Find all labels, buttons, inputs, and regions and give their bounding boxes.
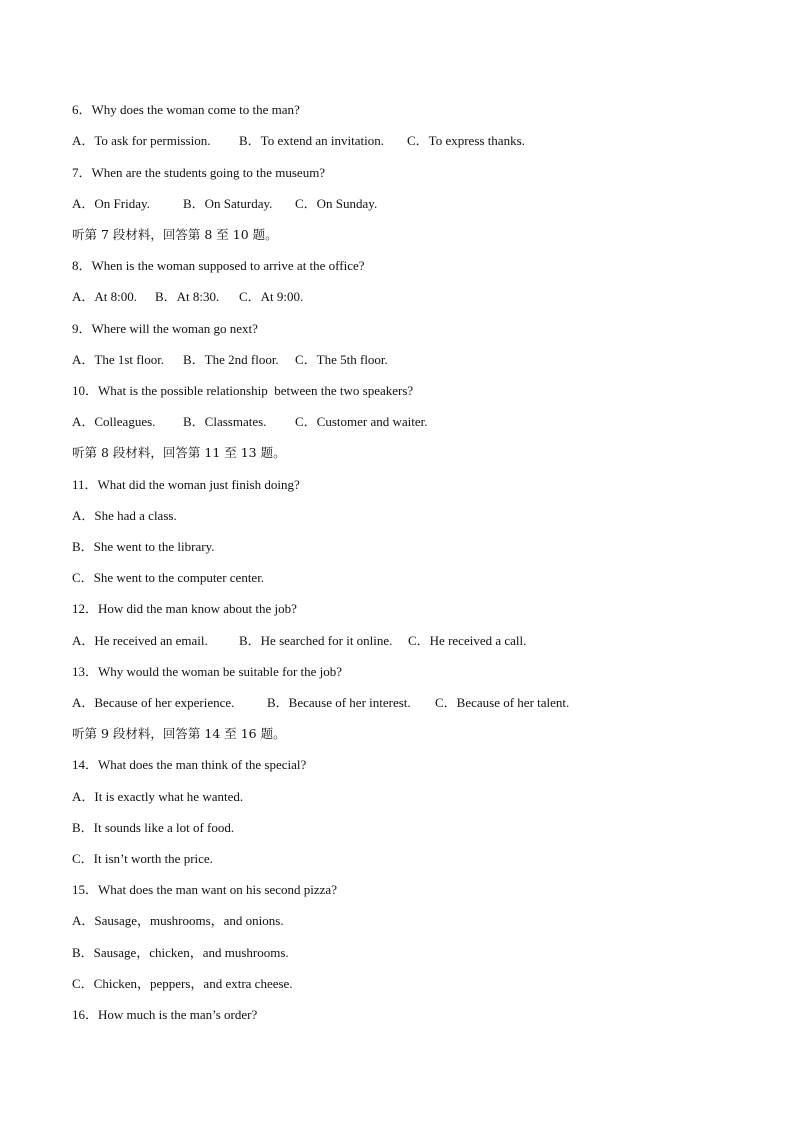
option-b: B．The 2nd floor. [183, 352, 279, 367]
question-8-options [72, 287, 754, 307]
question-10-options [72, 412, 754, 432]
question-12-options [72, 631, 754, 651]
question-15: 15．What does the man want on his second pizza? [72, 882, 337, 897]
question-15-option-a: A．Sausage，mushrooms，and onions. [72, 913, 284, 928]
section-heading-8: 听第 8 段材料，回答第 11 至 13 题。 [72, 445, 286, 460]
option-b: B．On Saturday. [183, 196, 273, 211]
option-b: B．He searched for it online. [239, 633, 393, 648]
option-c: C．To express thanks. [407, 133, 525, 148]
question-15-option-c: C．Chicken，peppers，and extra cheese. [72, 976, 293, 991]
option-a: A．He received an email. [72, 633, 208, 648]
option-b: B．Classmates. [183, 414, 267, 429]
section-heading-7: 听第 7 段材料，回答第 8 至 10 题。 [72, 227, 278, 242]
question-6-options [72, 131, 754, 151]
question-12: 12．How did the man know about the job? [72, 601, 297, 616]
option-a: A．At 8:00. [72, 289, 138, 304]
option-a: A．Because of her experience. [72, 695, 235, 710]
option-c: C．On Sunday. [295, 196, 378, 211]
question-13: 13．Why would the woman be suitable for the job? [72, 664, 343, 679]
question-9-options [72, 350, 754, 370]
question-11-option-b: B．She went to the library. [72, 539, 215, 554]
option-c: C．The 5th floor. [295, 352, 388, 367]
question-8: 8．When is the woman supposed to arrive at the office? [72, 258, 365, 273]
question-11-option-a: A．She had a class. [72, 508, 177, 523]
option-a: A．The 1st floor. [72, 352, 165, 367]
question-16: 16．How much is the man’s order? [72, 1007, 258, 1022]
question-14-option-a: A．It is exactly what he wanted. [72, 789, 244, 804]
section-heading-9: 听第 9 段材料，回答第 14 至 16 题。 [72, 726, 286, 741]
question-11-option-c: C．She went to the computer center. [72, 570, 265, 585]
option-c: C．He received a call. [408, 633, 527, 648]
question-6: 6．Why does the woman come to the man? [72, 102, 300, 117]
question-7: 7．When are the students going to the museum? [72, 165, 326, 180]
option-a: A．On Friday. [72, 196, 150, 211]
question-14: 14．What does the man think of the special? [72, 757, 307, 772]
question-13-options [72, 693, 754, 713]
question-14-option-c: C．It isn’t worth the price. [72, 851, 213, 866]
option-a: A．To ask for permission. [72, 133, 211, 148]
question-9: 9．Where will the woman go next? [72, 321, 258, 336]
question-11: 11．What did the woman just finish doing? [72, 477, 300, 492]
option-b: B．To extend an invitation. [239, 133, 384, 148]
question-7-options [72, 194, 754, 214]
option-a: A．Colleagues. [72, 414, 156, 429]
option-c: C．Because of her talent. [435, 695, 570, 710]
question-15-option-b: B．Sausage，chicken，and mushrooms. [72, 945, 289, 960]
question-10: 10．What is the possible relationship between the two speakers? [72, 383, 414, 398]
option-b: B．At 8:30. [155, 289, 220, 304]
question-14-option-b: B．It sounds like a lot of food. [72, 820, 235, 835]
option-c: C．Customer and waiter. [295, 414, 428, 429]
option-b: B．Because of her interest. [267, 695, 411, 710]
option-c: C．At 9:00. [239, 289, 304, 304]
